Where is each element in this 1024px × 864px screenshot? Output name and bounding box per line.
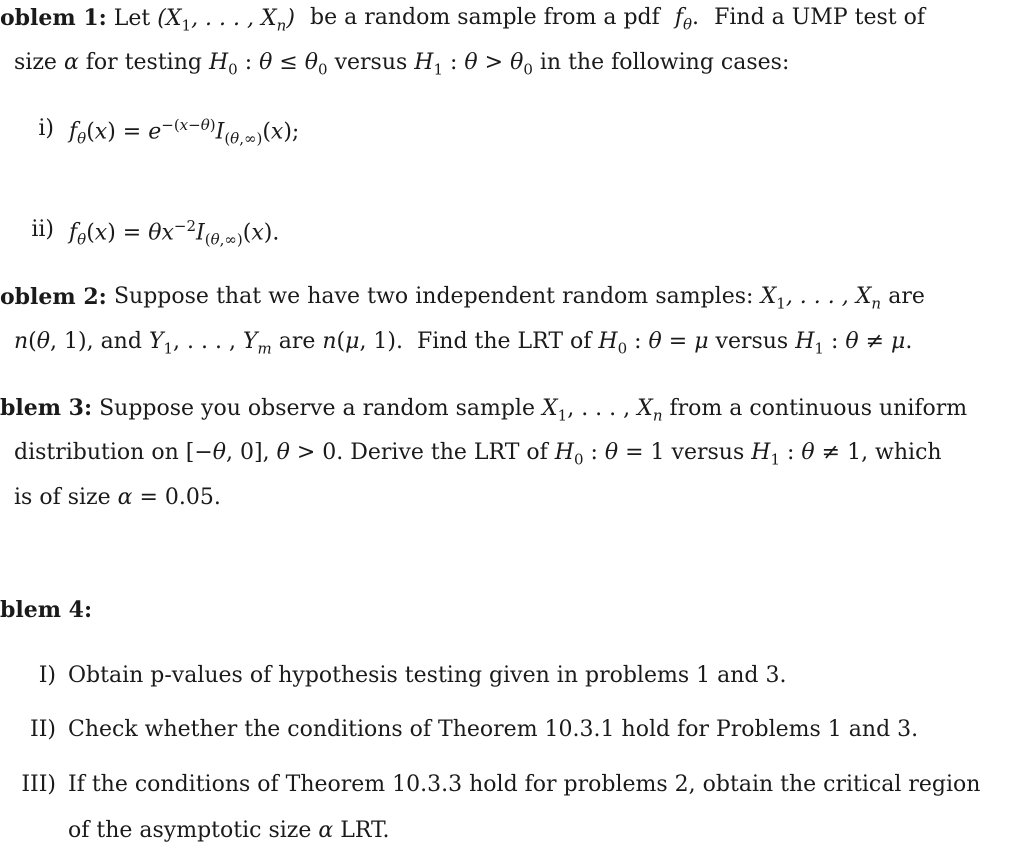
problem1-intro: Let <box>113 6 151 31</box>
item-1-label: I) <box>38 663 56 688</box>
item-1-text: Obtain p-values of hypothesis testing given in problems 1 and 3. <box>68 663 787 688</box>
problem1-line2: size α for testing $H_0$ : $\theta \le \theta_0$ versus $H_1$ : $\theta > \theta_0$ in the following cases: <box>14 50 790 79</box>
problem3-heading: blem 3: <box>0 395 93 421</box>
case-i-label: i) <box>38 116 54 141</box>
problem1-sample: ($X_1$, . . . , $X_n$) <box>157 6 295 35</box>
item-2-text: Check whether the conditions of Theorem 10.3.1 hold for Problems 1 and 3. <box>68 717 919 742</box>
problem1-tail: Find a UMP test of <box>714 5 925 30</box>
item-3-label: III) <box>21 772 56 797</box>
problem1-heading: oblem 1: <box>0 5 107 31</box>
item-3-text: If the conditions of Theorem 10.3.3 hold for problems 2, obtain the critical region <box>68 772 981 797</box>
problem2-line2: n(θ, 1), and $Y_1$, . . . , $Y_m$ are n(μ, 1). Find the LRT of $H_0$ : θ = μ versus $H_1$ : θ ≠ μ. <box>14 329 913 358</box>
problem2-heading: oblem 2: <box>0 284 107 310</box>
problem1-pdf: $f_\theta$ <box>674 5 693 34</box>
problem2-line1: oblem 2: Suppose that we have two independent random samples: $X_1$, . . . , $X_n$ are <box>0 284 925 313</box>
problem4-item-3-continuation: of the asymptotic size α LRT. <box>68 818 390 843</box>
case-ii-formula: $f_\theta(x) = \theta x^{-2}I_{(\theta,\infty)}(x)$. <box>69 217 280 249</box>
problem3-line2: distribution on [−θ, 0], θ > 0. Derive the LRT of $H_0$ : θ = 1 versus $H_1$ : θ ≠ 1, which <box>14 440 942 469</box>
problem1-desc: be a random sample from a pdf <box>310 5 660 30</box>
case-ii-label: ii) <box>31 217 54 242</box>
item-2-label: II) <box>30 717 56 742</box>
problem4-heading: blem 4: <box>0 597 93 623</box>
problem3-line3: is of size α = 0.05. <box>14 485 221 510</box>
problem1-line1: oblem 1: Let ($X_1$, . . . , $X_n$) be a random sample from a pdf $f_\theta$. Find a UMP test of <box>0 5 925 35</box>
case-i-formula: $f_\theta(x) = e^{-(x-\theta)}I_{(\theta,\infty)}(x)$; <box>69 116 300 148</box>
problem3-line1: blem 3: Suppose you observe a random sample $X_1$, . . . , $X_n$ from a continuous uniform <box>0 395 968 425</box>
